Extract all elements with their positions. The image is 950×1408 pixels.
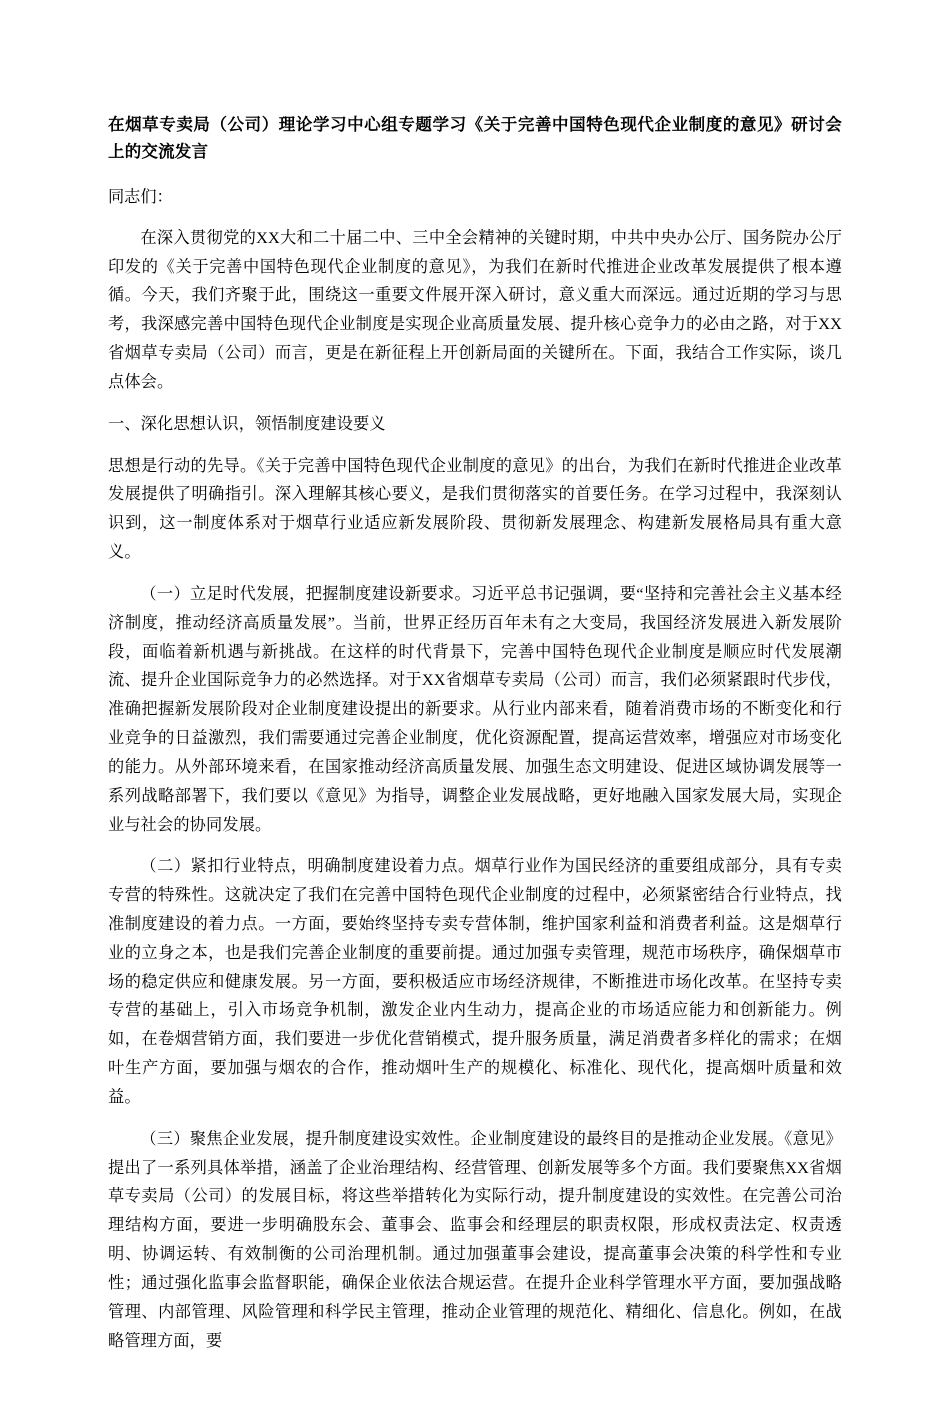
salutation: 同志们：: [108, 188, 173, 207]
section-heading-1: 一、深化思想认识，领悟制度建设要义: [108, 414, 386, 433]
paragraph-section-1-3: （三）聚焦企业发展，提升制度建设实效性。企业制度建设的最终目的是推动企业发展。《意见》提出了一系列具体举措，涵盖了企业治理结构、经营管理、创新发展等多个方面。我们要聚焦XX省烟草专卖局（公司）的发展目标，将这些举措转化为实际行动，提升制度建设的实效性。在完善公司治理结构方面，要进一步明确股东会、董事会、监事会和经理层的职责权限，形成权责法定、权责透明、协调运转、有效制衡的公司治理机制。通过加强董事会建设，提高董事会决策的科学性和专业性；通过强化监事会监督职能，确保企业依法合规运营。在提升企业科学管理水平方面，要加强战略管理、内部管理、风险管理和科学民主管理，推动企业管理的规范化、精细化、信息化。例如，在战略管理方面，要: [108, 1129, 842, 1350]
paragraph-intro: 在深入贯彻党的XX大和二十届二中、三中全会精神的关键时期，中共中央办公厅、国务院办公厅印发的《关于完善中国特色现代企业制度的意见》，为我们在新时代推进企业改革发展提供了根本遵循。今天，我们齐聚于此，围绕这一重要文件展开深入研讨，意义重大而深远。通过近期的学习与思考，我深感完善中国特色现代企业制度是实现企业高质量发展、提升核心竞争力的必由之路，对于XX省烟草专卖局（公司）而言，更是在新征程上开创新局面的关键所在。下面，我结合工作实际，谈几点体会。: [108, 228, 842, 391]
paragraph-section-1-body: 思想是行动的先导。《关于完善中国特色现代企业制度的意见》的出台，为我们在新时代推进企业改革发展提供了明确指引。深入理解其核心要义，是我们贯彻落实的首要任务。在学习过程中，我深刻认识到，这一制度体系对于烟草行业适应新发展阶段、贯彻新发展理念、构建新发展格局具有重大意义。: [108, 456, 842, 562]
paragraph-section-1-2: （二）紧扣行业特点，明确制度建设着力点。烟草行业作为国民经济的重要组成部分，具有专卖专营的特殊性。这就决定了我们在完善中国特色现代企业制度的过程中，必须紧密结合行业特点，找准制度建设的着力点。一方面，要始终坚持专卖专营体制，维护国家利益和消费者利益。这是烟草行业的立身之本，也是我们完善企业制度的重要前提。通过加强专卖管理，规范市场秩序，确保烟草市场的稳定供应和健康发展。另一方面，要积极适应市场经济规律，不断推进市场化改革。在坚持专卖专营的基础上，引入市场竞争机制，激发企业内生动力，提高企业的市场适应能力和创新能力。例如，在卷烟营销方面，我们要进一步优化营销模式，提升服务质量，满足消费者多样化的需求；在烟叶生产方面，要加强与烟农的合作，推动烟叶生产的规模化、标准化、现代化，提高烟叶质量和效益。: [108, 857, 842, 1106]
paragraph-section-1-1: （一）立足时代发展，把握制度建设新要求。习近平总书记强调，要“坚持和完善社会主义基本经济制度，推动经济高质量发展”。当前，世界正经历百年未有之大变局，我国经济发展进入新发展阶段，面临着新机遇与新挑战。在这样的时代背景下，完善中国特色现代企业制度是顺应时代发展潮流、提升企业国际竞争力的必然选择。对于XX省烟草专卖局（公司）而言，我们必须紧跟时代步伐，准确把握新发展阶段对企业制度建设提出的新要求。从行业内部来看，随着消费市场的不断变化和行业竞争的日益激烈，我们需要通过完善企业制度，优化资源配置，提高运营效率，增强应对市场变化的能力。从外部环境来看，在国家推动经济高质量发展、加强生态文明建设、促进区域协调发展等一系列战略部署下，我们要以《意见》为指导，调整企业发展战略，更好地融入国家发展大局，实现企业与社会的协同发展。: [108, 584, 842, 834]
page-title: 在烟草专卖局（公司）理论学习中心组专题学习《关于完善中国特色现代企业制度的意见》研讨会上的交流发言: [108, 116, 842, 161]
